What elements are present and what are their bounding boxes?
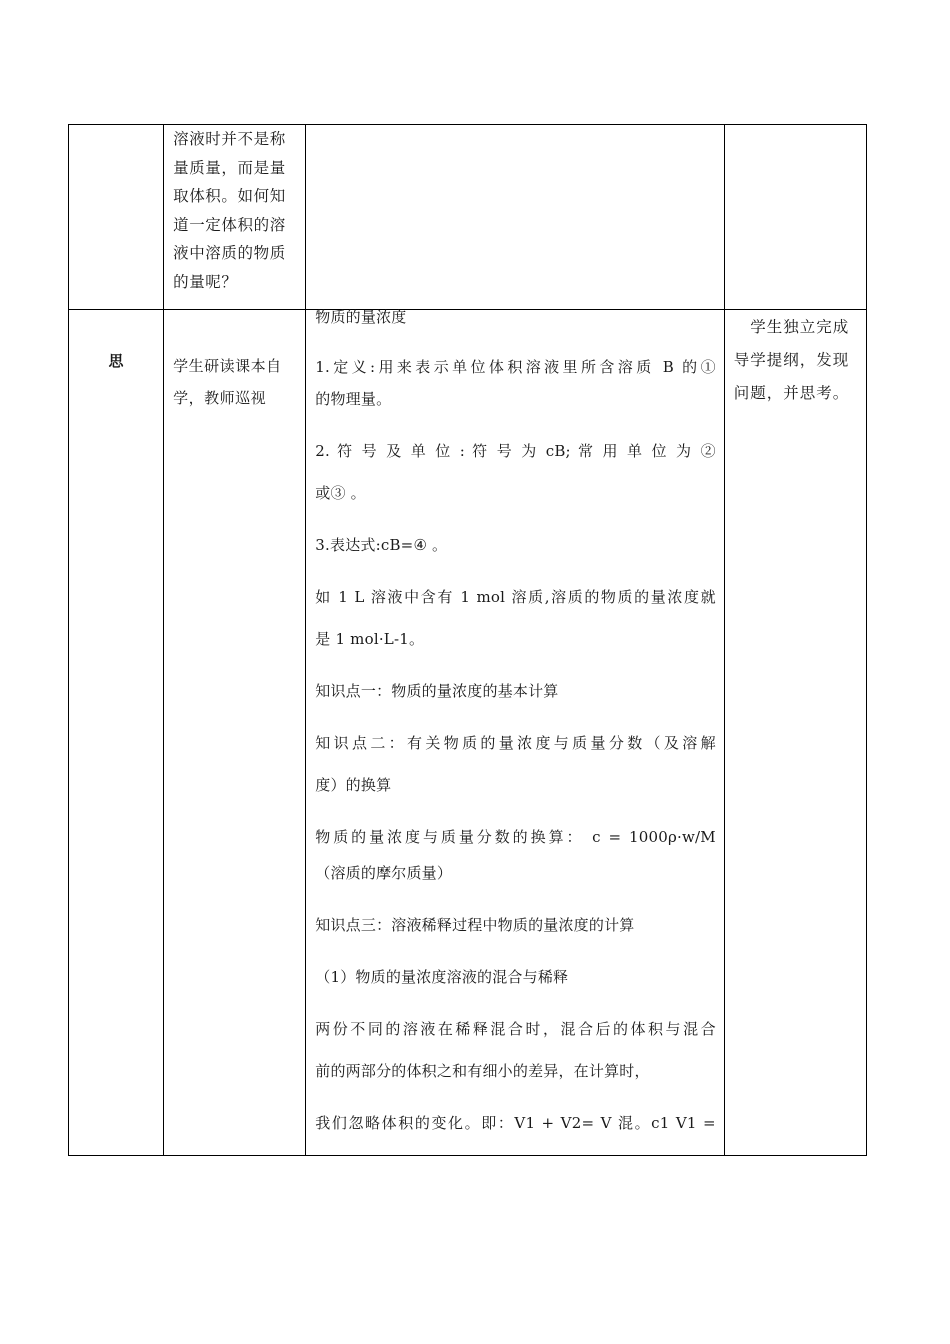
symbol-unit-line-1: 2. 符 号 及 单 位 : 符 号 为 cB; 常 用 单 位 为 ② (315, 442, 716, 460)
subsection-1: （1）物质的量浓度溶液的混合与稀释 (315, 968, 569, 986)
conversion-formula-line-2: （溶质的摩尔质量） (315, 864, 453, 882)
content-cell (306, 125, 725, 310)
table-row (69, 310, 867, 1156)
example-line-2: 是 1 mol·L-1。 (315, 630, 425, 648)
content-heading: 物质的量浓度 (315, 308, 407, 326)
expression-line: 3.表达式:cB=④ 。 (315, 536, 448, 554)
stage-cell (69, 125, 164, 310)
stage-cell (69, 310, 164, 1156)
definition-line-2: 的物理量。 (315, 390, 392, 408)
student-activity-text: 学生独立完成导学提纲，发现问题，并思考。 (733, 318, 850, 402)
activity-text: 学生研读课本自学，教师巡视 (173, 357, 282, 407)
conversion-formula-line-1: 物质的量浓度与质量分数的换算： c = 1000ρ·w/M (315, 828, 716, 846)
knowledge-point-2-line-2: 度）的换算 (315, 776, 392, 794)
activity-cell (164, 310, 306, 1156)
student-cell (724, 310, 866, 1156)
lesson-plan-table (68, 124, 867, 1156)
content-text (306, 307, 724, 1144)
knowledge-point-2-line-1: 知识点二：有关物质的量浓度与质量分数（及溶解 (315, 734, 716, 752)
knowledge-point-3: 知识点三：溶液稀释过程中物质的量浓度的计算 (315, 916, 635, 934)
knowledge-point-1: 知识点一：物质的量浓度的基本计算 (315, 682, 559, 700)
definition-line-1: 1.定义:用来表示单位体积溶液里所含溶质 B 的① (315, 358, 716, 376)
content-cell (306, 310, 725, 1156)
activity-cell (164, 125, 306, 310)
volume-equation-line: 我们忽略体积的变化。即：V1 + V2= V 混。c1 V1 = (315, 1114, 716, 1132)
dilution-text-line-1: 两份不同的溶液在稀释混合时，混合后的体积与混合 (315, 1020, 716, 1038)
activity-text: 溶液时并不是称量质量，而是量取体积。如何知道一定体积的溶液中溶质的物质的量呢？ (173, 130, 286, 291)
student-cell (724, 125, 866, 310)
symbol-unit-line-2: 或③ 。 (315, 484, 366, 502)
stage-label: 思 (108, 352, 124, 370)
example-line-1: 如 1 L 溶液中含有 1 mol 溶质,溶质的物质的量浓度就 (315, 588, 716, 606)
table-row (69, 125, 867, 310)
dilution-text-line-2: 前的两部分的体积之和有细小的差异，在计算时， (315, 1062, 650, 1080)
